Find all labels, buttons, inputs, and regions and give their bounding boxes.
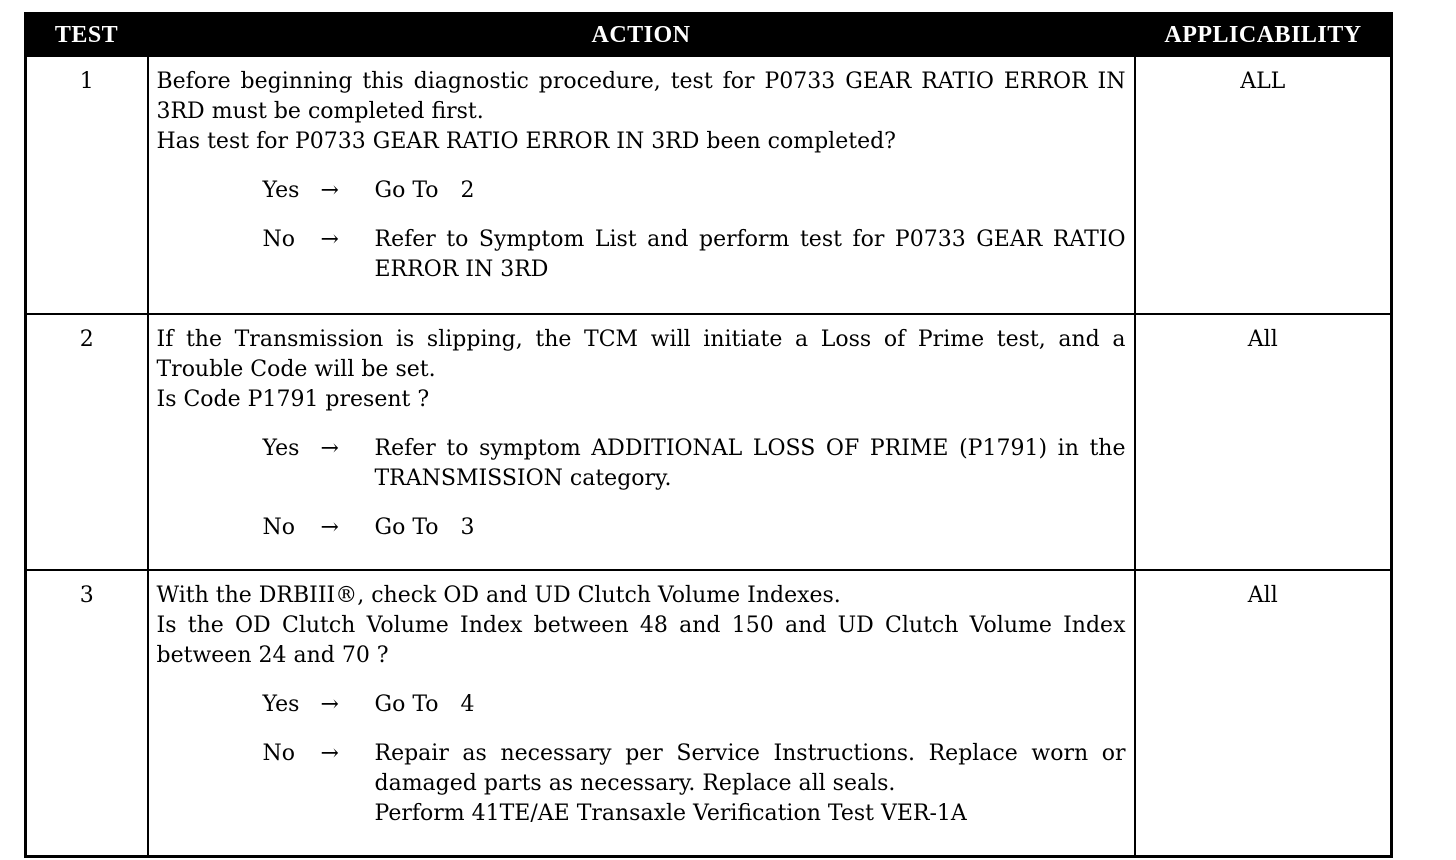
answer-yes xyxy=(157,434,1126,494)
answer-text xyxy=(375,434,1126,494)
answer-text xyxy=(375,176,1126,206)
answer-text xyxy=(375,739,1126,829)
answer-label: Yes xyxy=(262,692,300,717)
goto-label: Go To xyxy=(374,515,439,540)
answer-text xyxy=(375,225,1126,285)
question-text: If the Transmission is slipping, the TCM will initiate a Loss of Prime test, and a Trouble Code will be set. xyxy=(156,327,1126,382)
diagnostic-table xyxy=(24,12,1393,858)
answer-label: No xyxy=(262,515,295,540)
header-action: ACTION xyxy=(148,14,1135,57)
answer-yes xyxy=(157,176,1126,206)
action-cell xyxy=(148,314,1135,570)
arrow-icon: → xyxy=(320,692,339,717)
question-text: Before beginning this diagnostic procedure, test for P0733 GEAR RATIO ERROR IN 3RD must be completed first. xyxy=(156,69,1126,124)
question-text: Has test for P0733 GEAR RATIO ERROR IN 3RD been completed? xyxy=(156,129,896,154)
arrow-icon: → xyxy=(320,227,339,252)
goto-step: 2 xyxy=(460,178,475,203)
answer-no xyxy=(157,513,1126,543)
question-text: With the DRBIII®, check OD and UD Clutch Volume Indexes. xyxy=(156,583,841,608)
applicability-value: All xyxy=(1135,314,1392,570)
question xyxy=(157,67,1126,157)
goto-label: Go To xyxy=(374,692,439,717)
answer-label: No xyxy=(262,741,295,766)
arrow-icon: → xyxy=(320,178,339,203)
goto-label: Go To xyxy=(374,178,439,203)
test-number: 1 xyxy=(26,56,148,314)
test-number: 2 xyxy=(26,314,148,570)
action-cell xyxy=(148,570,1135,857)
question-text: Is the OD Clutch Volume Index between 48 and 150 and UD Clutch Volume Index between 24 and 70 ? xyxy=(156,613,1126,668)
answer-line: Repair as necessary per Service Instructions. Replace worn or damaged parts as necessary. Replace all seals. xyxy=(374,741,1126,796)
header-test: TEST xyxy=(26,14,148,57)
goto-step: 3 xyxy=(460,515,475,540)
answer-label: Yes xyxy=(262,436,300,461)
answer-line: Perform 41TE/AE Transaxle Verification Test VER-1A xyxy=(374,801,967,826)
question-text: Is Code P1791 present ? xyxy=(156,387,430,412)
arrow-icon: → xyxy=(320,515,339,540)
answer-text xyxy=(375,690,1126,720)
answer-label: Yes xyxy=(262,178,300,203)
question xyxy=(157,325,1126,415)
table-row xyxy=(26,314,1392,570)
table-row xyxy=(26,570,1392,857)
applicability-value: ALL xyxy=(1135,56,1392,314)
action-cell xyxy=(148,56,1135,314)
answer-label: No xyxy=(262,227,295,252)
header-applicability: APPLICABILITY xyxy=(1135,14,1392,57)
question xyxy=(157,581,1126,671)
test-number: 3 xyxy=(26,570,148,857)
goto-step: 4 xyxy=(460,692,475,717)
answer-text xyxy=(375,513,1126,543)
table-row xyxy=(26,56,1392,314)
applicability-value: All xyxy=(1135,570,1392,857)
answer-line: Refer to symptom ADDITIONAL LOSS OF PRIME (P1791) in the TRANSMISSION category. xyxy=(374,436,1126,491)
header-row xyxy=(26,14,1392,57)
answer-yes xyxy=(157,690,1126,720)
arrow-icon: → xyxy=(320,741,339,766)
answer-no xyxy=(157,739,1126,829)
arrow-icon: → xyxy=(320,436,339,461)
answer-line: Refer to Symptom List and perform test for P0733 GEAR RATIO ERROR IN 3RD xyxy=(374,227,1126,282)
answer-no xyxy=(157,225,1126,285)
